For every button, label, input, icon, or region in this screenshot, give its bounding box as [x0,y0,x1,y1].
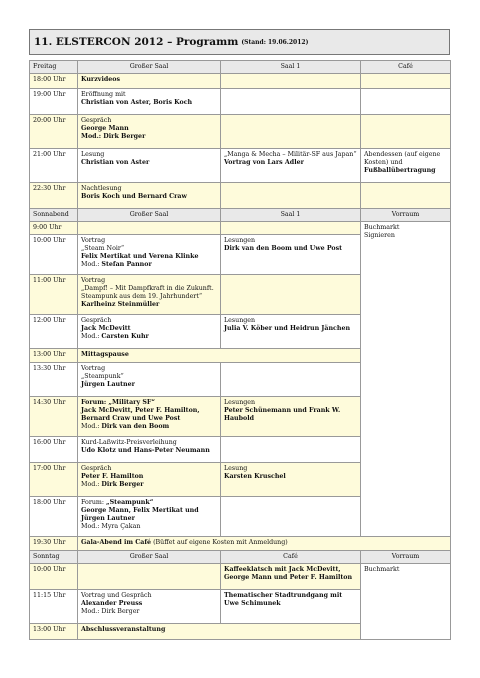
time-cell: 9:00 Uhr [30,222,78,235]
event-people: Peter Schünemann und Frank W. Haubold [224,407,341,422]
time-cell: 22:30 Uhr [30,183,78,209]
time-cell: 18:00 Uhr [30,74,78,89]
table-row [30,149,451,183]
event-moderator: Mod.: Dirk Berger [81,133,146,140]
event-cell [78,437,221,463]
event-people: Alexander Preuss [81,600,143,607]
event-type: Gespräch [81,317,112,324]
event-cell [221,315,361,349]
event-people: Karsten Kruschel [224,473,286,480]
time-cell: 19:00 Uhr [30,89,78,115]
table-row [30,222,451,235]
event-people: Christian von Aster [81,159,150,166]
gala-title: Gala-Abend im Café [81,539,152,546]
time-cell: 21:00 Uhr [30,149,78,183]
event-type: Gespräch [81,465,112,472]
col-header-vorraum: Vorraum [361,209,451,222]
sunday-header-row [30,551,451,564]
event-cell [221,397,361,437]
event-cell [78,89,221,115]
event-cell [78,315,221,349]
gala-cell [78,537,451,551]
vorraum-cell [361,564,451,640]
col-header-vorraum: Vorraum [361,551,451,564]
event-people: Jürgen Lautner [81,381,135,388]
event-moderator: Mod.: Dirk Berger [81,608,140,615]
time-cell: 16:00 Uhr [30,437,78,463]
time-cell: 12:00 Uhr [30,315,78,349]
stand-date: (Stand: 19.06.2012) [241,38,309,46]
event-cell [78,235,221,275]
event-cell [78,149,221,183]
saturday-header-row [30,209,451,222]
event-people: Thematischer Stadtrundgang mit Uwe Schimunek [221,590,361,624]
event-people: Karlheinz Steinmüller [81,301,160,308]
event-cell [78,363,221,397]
event-title: „Dampf! – Mit Dampfkraft in die Zukunft. Steampunk aus dem 19. Jahrhundert“ [81,285,214,300]
col-header-grosser-saal: Großer Saal [78,209,221,222]
event-type: Lesung [224,465,248,472]
event-type: Vortrag [81,365,106,372]
time-cell: 11:15 Uhr [30,590,78,624]
event-cell [221,149,361,183]
event-title: Kurzvideos [78,74,221,89]
event-type: Vortrag und Gespräch [81,592,152,599]
cafe-text: Abendessen (auf eigene Kosten) und [364,151,441,166]
event-people: George Mann, Felix Mertikat und Jürgen Lautner [81,507,199,522]
event-type: Vortrag [81,237,106,244]
event-type: Eröffnung mit [81,91,126,98]
event-people: Peter F. Hamilton [81,473,144,480]
event-people: Dirk van den Boom und Uwe Post [224,245,343,252]
event-people: Vortrag von Lars Adler [224,159,304,166]
cafe-event: Fußballübertragung [364,167,436,174]
event-cell [78,183,221,209]
event-type: Lesungen [224,399,256,406]
time-cell: 11:00 Uhr [30,275,78,315]
col-header-cafe: Café [221,551,361,564]
time-cell: 13:30 Uhr [30,363,78,397]
event-title: Abschlussveranstaltung [78,624,361,640]
event-cell [78,397,221,437]
day-label-friday: Freitag [30,61,78,74]
event-type: Lesungen [224,237,256,244]
event-moderator: Mod.: Stefan Pannor [81,261,152,268]
event-cell [78,497,221,537]
page-title: 11. ELSTERCON 2012 – Programm [34,36,239,48]
title-bar [29,29,450,55]
event-people: Julia V. Köber und Heidrun Jänchen [224,325,351,332]
table-row [30,89,451,115]
gala-note: (Büffet auf eigene Kosten mit Anmeldung) [153,539,288,546]
col-header-saal1: Saal 1 [221,209,361,222]
event-cell [78,463,221,497]
table-row [30,564,451,590]
event-moderator: Mod.: Carsten Kuhr [81,333,149,340]
event-type: Forum: „Military SF“ [81,399,155,406]
schedule-table [29,60,451,640]
col-header-grosser-saal: Großer Saal [78,551,221,564]
col-header-grosser-saal: Großer Saal [78,61,221,74]
event-cell [78,590,221,624]
event-cell [361,149,451,183]
time-cell: 17:00 Uhr [30,463,78,497]
event-people: George Mann [81,125,129,132]
vorraum-item: Buchmarkt [364,566,400,573]
event-type: Gespräch [81,117,112,124]
table-row [30,183,451,209]
event-type: Lesungen [224,317,256,324]
table-row [30,537,451,551]
event-people: Felix Mertikat und Verena Klinke [81,253,199,260]
event-moderator: Mod.: Dirk van den Boom [81,423,170,430]
time-cell: 10:00 Uhr [30,235,78,275]
friday-header-row [30,61,451,74]
event-type: Lesung [81,151,105,158]
vorraum-item: Signieren [364,232,395,239]
day-label-saturday: Sonnabend [30,209,78,222]
table-row [30,74,451,89]
event-cell [78,275,221,315]
event-type: Vortrag [81,277,106,284]
time-cell: 19:30 Uhr [30,537,78,551]
time-cell: 20:00 Uhr [30,115,78,149]
event-moderator: Mod.: Dirk Berger [81,481,144,488]
event-type: „Manga & Mecha – Militär-SF aus Japan“ [224,151,357,158]
col-header-saal1: Saal 1 [221,61,361,74]
event-cell [221,463,361,497]
event-cell [221,235,361,275]
time-cell: 13:00 Uhr [30,624,78,640]
time-cell: 14:30 Uhr [30,397,78,437]
event-people: Jack McDevitt [81,325,131,332]
event-title: „Steampunk“ [81,373,124,380]
time-cell: 18:00 Uhr [30,497,78,537]
time-cell: 13:00 Uhr [30,349,78,363]
table-row [30,115,451,149]
event-moderator: Mod.: Myra Çakan [81,523,141,530]
event-people: Boris Koch und Bernard Craw [81,193,187,200]
event-people: Christian von Aster, Boris Koch [81,99,193,106]
event-title: „Steam Noir“ [81,245,125,252]
time-cell: 10:00 Uhr [30,564,78,590]
event-type: Kurd-Laßwitz-Preisverleihung [81,439,177,446]
program-page [29,29,450,640]
event-cell [78,115,221,149]
day-label-sunday: Sonntag [30,551,78,564]
col-header-cafe: Café [361,61,451,74]
event-people: Udo Klotz und Hans-Peter Neumann [81,447,210,454]
vorraum-item: Buchmarkt [364,224,400,231]
event-type: Nachtlesung [81,185,122,192]
event-title: Mittagspause [78,349,361,363]
vorraum-cell [361,222,451,537]
event-type: Forum: „Steampunk“ [81,499,154,506]
event-people: Kaffeeklatsch mit Jack McDevitt, George Mann und Peter F. Hamilton [221,564,361,590]
event-people: Jack McDevitt, Peter F. Hamilton, Bernard Craw und Uwe Post [81,407,200,422]
